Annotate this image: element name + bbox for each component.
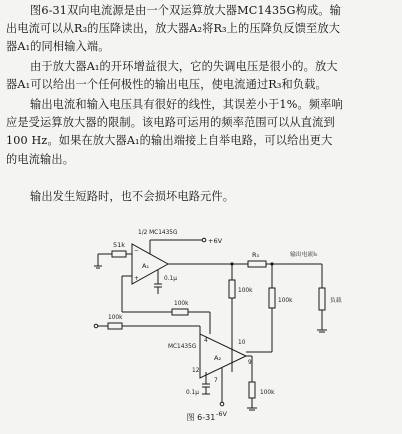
text-line: 输出电流和输入电压具有很好的线性，其误差小于1%。频率响 (30, 98, 343, 111)
text-line: 器A₁的同相输入端。 (6, 40, 110, 54)
output-current-label: 输出电流I₀ (290, 252, 318, 258)
resistor-100k-right (269, 288, 275, 308)
ic-bottom-label: MC1435G (168, 344, 197, 350)
pin-label: 7 (214, 378, 218, 384)
text-line: 器A₁可以给出一个任何极性的输出电压，使电流通过R₃和负载。 (6, 78, 327, 92)
figure-caption: 图 6-31 (186, 413, 216, 422)
r-in1-label: 51k (113, 241, 126, 249)
paragraph-1 (6, 2, 396, 57)
r-load-label: 100k (278, 298, 293, 304)
text-line: 由于放大器A₁的开环增益很大，它的失调电压是很小的。放大 (30, 60, 338, 73)
resistor-100k-bottom (249, 382, 255, 398)
pin-label: 9 (248, 360, 252, 366)
pin-label: 12 (192, 368, 200, 374)
paragraph-3 (6, 96, 396, 169)
a1-plus-sign: + (134, 276, 139, 282)
text-line: 出电流可以从R₃的压降读出，放大器A₂将R₃上的压降负反馈至放大 (6, 22, 341, 36)
a1-minus-sign: − (134, 248, 139, 254)
resistor-100k-fb (172, 309, 188, 315)
pin-label: 10 (238, 340, 246, 346)
circuit-diagram (0, 222, 402, 434)
load-label: 负载 (330, 298, 342, 304)
load-resistor (319, 288, 325, 310)
text-line: 100 Hz。如果在放大器A₁的输出端接上自举电路，可以给出更大 (6, 134, 333, 148)
pin-label: 4 (204, 338, 208, 344)
r-in2-label: 100k (108, 315, 123, 321)
cap1-label: 0.1μ (164, 276, 177, 282)
cap2-label: 0.1μ (186, 390, 199, 396)
resistor-100k-in (108, 323, 122, 329)
text-line: 图6-31双向电流源是由一个双运算放大器MC1435G构成。输 (30, 4, 341, 17)
r-mid-label: 100k (238, 288, 253, 294)
r3-label: R₃ (252, 251, 260, 259)
resistor-51k (112, 251, 126, 257)
paragraph-4 (6, 188, 396, 206)
r-bot-label: 100k (260, 390, 275, 396)
resistor-r3 (248, 261, 266, 267)
text-line: 的电流输出。 (6, 152, 75, 166)
paragraph-2 (6, 58, 396, 94)
text-line: 输出发生短路时，也不会损坏电路元件。 (30, 190, 235, 203)
amp-a2-label: A₂ (214, 354, 222, 362)
r-fb-label: 100k (174, 301, 189, 307)
ic-top-label: 1/2 MC1435G (138, 230, 178, 236)
amp-a1-label: A₁ (142, 262, 150, 270)
text-line: 应是受运算放大器的限制。该电路可运用的频率范围可以从直流到 (6, 116, 335, 130)
resistor-100k-mid (229, 280, 235, 298)
vminus-label: -6V (216, 410, 227, 418)
vplus-label: +6V (208, 237, 223, 245)
